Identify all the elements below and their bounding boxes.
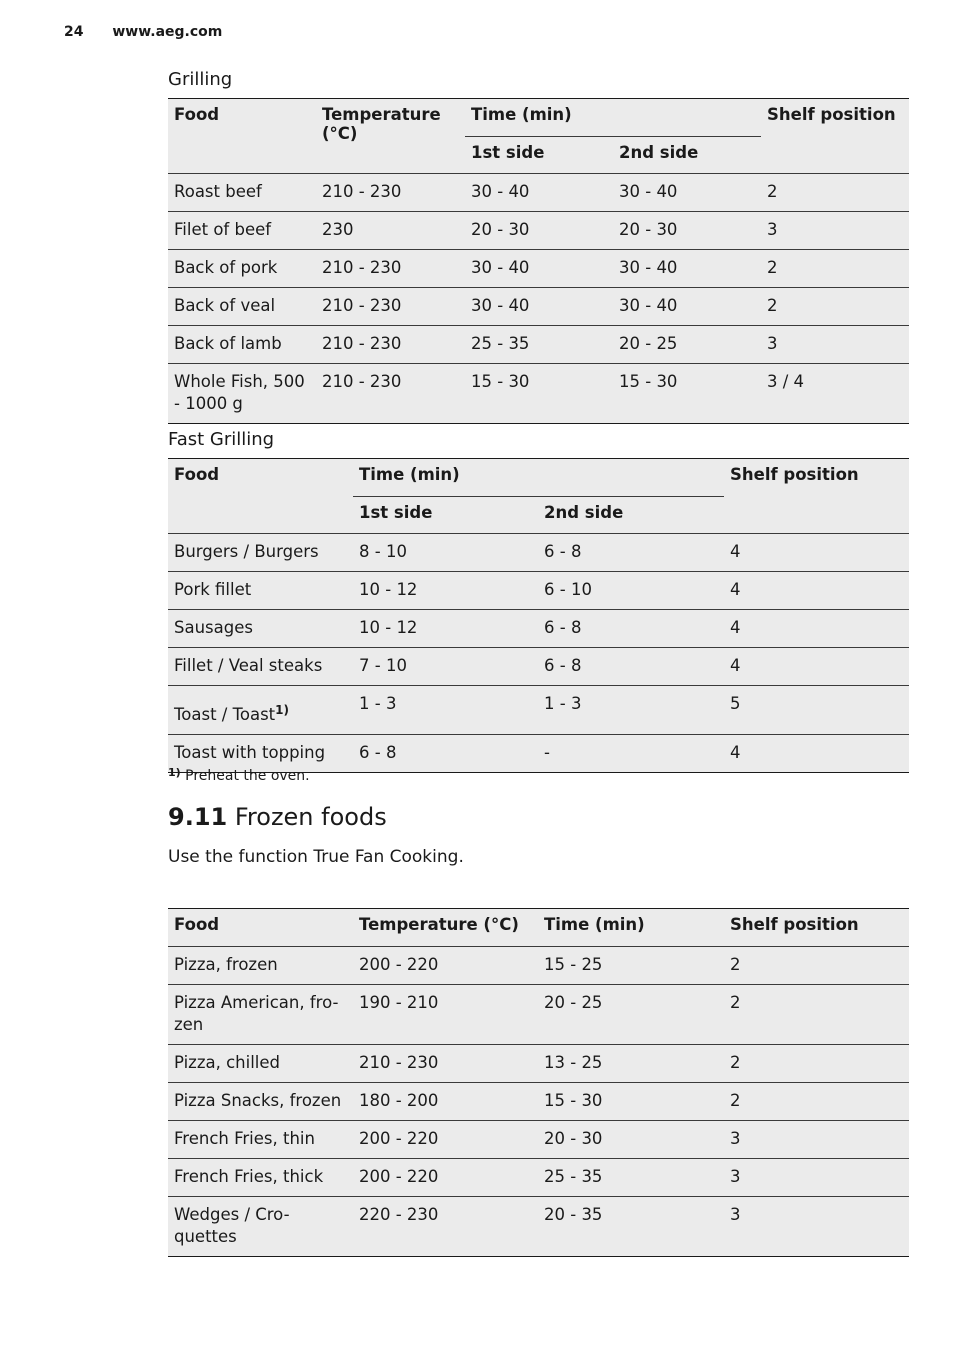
cell-shelf <box>761 212 909 250</box>
cell-time <box>538 1121 724 1159</box>
cell-temperature <box>353 1159 538 1197</box>
cell-temperature <box>353 1121 538 1159</box>
cell-text-side1: 20 - 30 <box>471 220 530 239</box>
cell-text-side1: 6 - 8 <box>359 743 397 762</box>
cell-text-temperature: 210 - 230 <box>322 296 402 315</box>
cell-text-temperature: 200 - 220 <box>359 1129 439 1148</box>
fast-grilling-table <box>168 458 909 773</box>
cell-food <box>168 686 353 735</box>
grilling-title: Grilling <box>168 69 233 90</box>
table-row <box>168 985 909 1045</box>
cell-food <box>168 610 353 648</box>
cell-side1 <box>465 288 613 326</box>
cell-text-time: 20 - 25 <box>544 993 603 1012</box>
cell-text-shelf: 3 <box>767 220 778 239</box>
header-temperature: Temperature (°C) <box>316 99 465 174</box>
cell-text-side2: 6 - 8 <box>544 542 582 561</box>
cell-text-food: Toast / Toast <box>174 705 276 724</box>
footnote-mark: 1) <box>275 703 289 717</box>
cell-text-temperature: 190 - 210 <box>359 993 439 1012</box>
cell-shelf <box>761 250 909 288</box>
table-row <box>168 212 909 250</box>
cell-text-temperature: 210 - 230 <box>322 182 402 201</box>
cell-temperature <box>316 212 465 250</box>
cell-text-side1: 15 - 30 <box>471 372 530 391</box>
cell-food <box>168 1083 353 1121</box>
cell-shelf <box>761 326 909 364</box>
cell-side2 <box>538 648 724 686</box>
table-row <box>168 1197 909 1257</box>
header-time: Time (min) <box>353 459 724 497</box>
cell-text-side1: 25 - 35 <box>471 334 530 353</box>
cell-text-side1: 30 - 40 <box>471 258 530 277</box>
cell-time <box>538 1045 724 1083</box>
cell-text-shelf: 2 <box>730 1091 741 1110</box>
cell-text-food: French Fries, thin <box>174 1129 315 1148</box>
cell-side1 <box>465 174 613 212</box>
header-shelf-position: Shelf position <box>724 909 909 947</box>
cell-food <box>168 572 353 610</box>
cell-side1 <box>353 686 538 735</box>
cell-text-side1: 1 - 3 <box>359 694 397 713</box>
table-row <box>168 947 909 985</box>
cell-text-temperature: 230 <box>322 220 354 239</box>
cell-side2 <box>613 288 761 326</box>
cell-text-shelf: 2 <box>730 1053 741 1072</box>
cell-text-food: Toast with topping <box>174 743 326 762</box>
cell-text-food: Burgers / Burgers <box>174 542 319 561</box>
cell-temperature <box>316 326 465 364</box>
cell-text-food: French Fries, thick <box>174 1167 324 1186</box>
header-food: Food <box>168 459 353 534</box>
table-row <box>168 686 909 735</box>
cell-temperature <box>316 364 465 424</box>
page-number: 24 <box>64 24 84 40</box>
cell-text-food: Sausages <box>174 618 253 637</box>
table-row <box>168 648 909 686</box>
cell-side1 <box>465 212 613 250</box>
header-food: Food <box>168 99 316 174</box>
cell-text-food: Pizza Snacks, frozen <box>174 1091 342 1110</box>
cell-text-shelf: 4 <box>730 542 741 561</box>
header-time: Time (min) <box>538 909 724 947</box>
cell-side2 <box>538 610 724 648</box>
cell-text-shelf: 2 <box>767 182 778 201</box>
cell-text-side1: 30 - 40 <box>471 296 530 315</box>
cell-text-shelf: 5 <box>730 694 741 713</box>
cell-temperature <box>353 985 538 1045</box>
cell-time <box>538 1197 724 1257</box>
cell-food <box>168 174 316 212</box>
cell-side1 <box>353 572 538 610</box>
cell-shelf <box>724 610 909 648</box>
cell-shelf <box>724 1045 909 1083</box>
cell-text-time: 20 - 35 <box>544 1205 603 1224</box>
cell-food <box>168 288 316 326</box>
cell-side2 <box>613 250 761 288</box>
cell-text-shelf: 2 <box>730 993 741 1012</box>
cell-food <box>168 1121 353 1159</box>
cell-time <box>538 985 724 1045</box>
cell-side1 <box>353 610 538 648</box>
cell-text-shelf: 4 <box>730 618 741 637</box>
cell-text-time: 15 - 30 <box>544 1091 603 1110</box>
cell-shelf <box>724 648 909 686</box>
cell-text-temperature: 200 - 220 <box>359 955 439 974</box>
cell-text-shelf: 2 <box>767 258 778 277</box>
cell-text-side1: 7 - 10 <box>359 656 407 675</box>
cell-time <box>538 1159 724 1197</box>
cell-text-side2: 20 - 25 <box>619 334 678 353</box>
cell-side1 <box>465 250 613 288</box>
cell-text-side2: 15 - 30 <box>619 372 678 391</box>
cell-food <box>168 326 316 364</box>
cell-side2 <box>538 572 724 610</box>
cell-shelf <box>724 735 909 773</box>
cell-shelf <box>724 985 909 1045</box>
cell-text-food: Pizza, frozen <box>174 955 278 974</box>
cell-text-temperature: 220 - 230 <box>359 1205 439 1224</box>
header-shelf-position: Shelf position <box>761 99 909 174</box>
table-row <box>168 1045 909 1083</box>
cell-side2 <box>538 686 724 735</box>
cell-text-food: Whole Fish, 500 - 1000 g <box>174 372 305 413</box>
cell-text-side2: 30 - 40 <box>619 258 678 277</box>
footnote-text: Preheat the oven. <box>185 768 310 784</box>
header-shelf-position: Shelf position <box>724 459 909 534</box>
cell-shelf <box>724 1121 909 1159</box>
cell-text-side2: 6 - 8 <box>544 656 582 675</box>
cell-text-shelf: 4 <box>730 580 741 599</box>
footnote <box>168 766 310 784</box>
cell-shelf <box>724 1159 909 1197</box>
cell-side2 <box>613 326 761 364</box>
cell-shelf <box>724 1197 909 1257</box>
fast-grilling-title: Fast Grilling <box>168 429 275 450</box>
cell-text-side2: 6 - 8 <box>544 618 582 637</box>
cell-temperature <box>316 288 465 326</box>
table-row <box>168 1083 909 1121</box>
cell-text-food: Roast beef <box>174 182 262 201</box>
cell-shelf <box>724 1083 909 1121</box>
cell-time <box>538 1083 724 1121</box>
cell-text-shelf: 3 <box>730 1129 741 1148</box>
header-food: Food <box>168 909 353 947</box>
cell-temperature <box>353 1197 538 1257</box>
frozen-foods-table <box>168 908 909 1257</box>
table-row <box>168 174 909 212</box>
cell-text-time: 25 - 35 <box>544 1167 603 1186</box>
cell-text-food: Pizza, chilled <box>174 1053 281 1072</box>
cell-text-shelf: 3 <box>730 1205 741 1224</box>
cell-food <box>168 1197 353 1257</box>
table-row <box>168 326 909 364</box>
cell-shelf <box>724 572 909 610</box>
cell-side2 <box>538 735 724 773</box>
cell-temperature <box>353 1045 538 1083</box>
cell-text-shelf: 2 <box>730 955 741 974</box>
cell-text-side2: 1 - 3 <box>544 694 582 713</box>
cell-text-side2: 20 - 30 <box>619 220 678 239</box>
cell-text-side2: 30 - 40 <box>619 182 678 201</box>
cell-time <box>538 947 724 985</box>
cell-side1 <box>465 326 613 364</box>
cell-text-temperature: 210 - 230 <box>322 334 402 353</box>
cell-shelf <box>761 174 909 212</box>
cell-text-temperature: 180 - 200 <box>359 1091 439 1110</box>
cell-shelf <box>724 947 909 985</box>
table-row <box>168 1121 909 1159</box>
cell-food <box>168 648 353 686</box>
cell-text-time: 20 - 30 <box>544 1129 603 1148</box>
cell-temperature <box>353 947 538 985</box>
cell-text-temperature: 210 - 230 <box>322 258 402 277</box>
header-1st-side: 1st side <box>471 143 545 162</box>
cell-text-shelf: 3 / 4 <box>767 372 805 391</box>
header-2nd-side: 2nd side <box>619 143 699 162</box>
cell-shelf <box>724 686 909 735</box>
cell-shelf <box>761 364 909 424</box>
cell-text-time: 13 - 25 <box>544 1053 603 1072</box>
cell-text-food: Wedges / Cro- quettes <box>174 1205 290 1246</box>
cell-side2 <box>538 534 724 572</box>
cell-text-side1: 8 - 10 <box>359 542 407 561</box>
cell-side2 <box>613 212 761 250</box>
cell-food <box>168 212 316 250</box>
cell-shelf <box>724 534 909 572</box>
website-url: www.aeg.com <box>112 24 223 40</box>
page-header <box>64 24 222 40</box>
table-row <box>168 1159 909 1197</box>
cell-text-food: Back of veal <box>174 296 276 315</box>
cell-text-side2: - <box>544 743 550 762</box>
cell-text-temperature: 210 - 230 <box>359 1053 439 1072</box>
cell-temperature <box>353 1083 538 1121</box>
cell-text-side1: 30 - 40 <box>471 182 530 201</box>
header-1st-side: 1st side <box>359 503 433 522</box>
cell-text-side1: 10 - 12 <box>359 618 418 637</box>
cell-text-shelf: 3 <box>730 1167 741 1186</box>
cell-text-temperature: 200 - 220 <box>359 1167 439 1186</box>
table-row <box>168 572 909 610</box>
cell-text-shelf: 3 <box>767 334 778 353</box>
cell-side1 <box>353 648 538 686</box>
cell-food <box>168 364 316 424</box>
cell-text-food: Filet of beef <box>174 220 272 239</box>
cell-side2 <box>613 364 761 424</box>
table-row <box>168 610 909 648</box>
cell-text-side2: 30 - 40 <box>619 296 678 315</box>
cell-food <box>168 985 353 1045</box>
grilling-table <box>168 98 909 424</box>
header-time: Time (min) <box>465 99 761 137</box>
cell-food <box>168 1045 353 1083</box>
table-row <box>168 250 909 288</box>
cell-temperature <box>316 250 465 288</box>
cell-text-temperature: 210 - 230 <box>322 372 402 391</box>
cell-text-side1: 10 - 12 <box>359 580 418 599</box>
cell-text-shelf: 4 <box>730 743 741 762</box>
cell-text-side2: 6 - 10 <box>544 580 592 599</box>
cell-text-food: Pizza American, fro- zen <box>174 993 339 1034</box>
table-row <box>168 364 909 424</box>
section-title: Frozen foods <box>234 803 387 831</box>
table-row <box>168 534 909 572</box>
cell-temperature <box>316 174 465 212</box>
cell-text-shelf: 4 <box>730 656 741 675</box>
footnote-mark: 1) <box>168 766 181 779</box>
cell-food <box>168 534 353 572</box>
header-temperature: Temperature (°C) <box>353 909 538 947</box>
section-heading <box>168 803 387 831</box>
cell-side1 <box>465 364 613 424</box>
section-intro: Use the function True Fan Cooking. <box>168 847 464 867</box>
header-2nd-side: 2nd side <box>544 503 624 522</box>
cell-side1 <box>353 534 538 572</box>
cell-text-food: Pork fillet <box>174 580 252 599</box>
cell-text-food: Fillet / Veal steaks <box>174 656 323 675</box>
cell-shelf <box>761 288 909 326</box>
cell-food <box>168 250 316 288</box>
cell-text-time: 15 - 25 <box>544 955 603 974</box>
cell-text-food: Back of lamb <box>174 334 282 353</box>
cell-text-food: Back of pork <box>174 258 278 277</box>
cell-food <box>168 1159 353 1197</box>
cell-side2 <box>613 174 761 212</box>
cell-food <box>168 947 353 985</box>
section-number: 9.11 <box>168 803 228 831</box>
table-row <box>168 288 909 326</box>
cell-text-shelf: 2 <box>767 296 778 315</box>
cell-side1 <box>353 735 538 773</box>
